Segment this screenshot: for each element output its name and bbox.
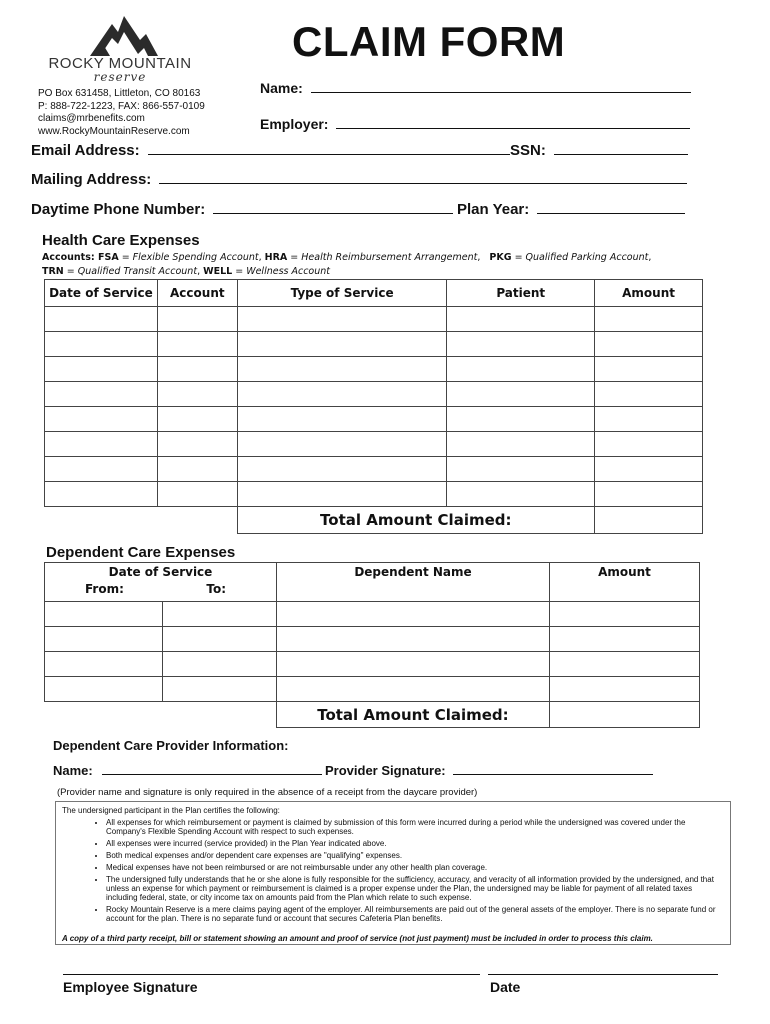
table-cell[interactable] <box>237 457 447 482</box>
health-expense-table <box>44 279 703 507</box>
table-cell[interactable] <box>45 332 158 357</box>
comma: , <box>477 252 490 263</box>
table-row <box>45 357 703 382</box>
table-cell[interactable] <box>595 482 703 507</box>
provider-signature-field[interactable] <box>325 763 653 778</box>
equals: = <box>118 252 133 263</box>
equals: = <box>511 252 526 263</box>
table-cell[interactable] <box>163 602 277 627</box>
table-row <box>45 482 703 507</box>
email-field[interactable] <box>31 142 510 159</box>
table-cell[interactable] <box>157 382 237 407</box>
accounts-legend <box>42 251 651 279</box>
table-cell[interactable] <box>447 307 595 332</box>
table-cell[interactable] <box>447 382 595 407</box>
dependent-section-title: Dependent Care Expenses <box>46 544 236 561</box>
table-cell[interactable] <box>550 627 700 652</box>
list-item: • Rocky Mountain Reserve is a mere claims paying agent of the employer. All reimbursements are paid out of the general assets of the employer. There is no separate fund or account for the plan. There is no separate fund or account that secures Cafeteria Plan benefits. <box>106 905 724 923</box>
well-abbr: WELL <box>203 266 233 277</box>
table-row <box>45 407 703 432</box>
table-cell[interactable] <box>447 482 595 507</box>
receipt-requirement: A copy of a third party receipt, bill or statement showing an amount and proof of service (not just payment) must be included in order to process this claim. <box>62 934 653 943</box>
table-cell[interactable] <box>237 357 447 382</box>
table-row <box>45 602 700 627</box>
dependent-expense-table <box>44 562 700 702</box>
address-line: PO Box 631458, Littleton, CO 80163 <box>38 88 201 99</box>
col-date-of-service: Date of Service <box>45 280 158 307</box>
table-cell[interactable] <box>45 627 163 652</box>
table-cell[interactable] <box>237 307 447 332</box>
ssn-label: SSN: <box>510 142 546 159</box>
accounts-legend-line2 <box>42 265 651 279</box>
comma: , <box>197 266 204 277</box>
name-field[interactable] <box>260 80 691 96</box>
table-cell[interactable] <box>157 432 237 457</box>
equals: = <box>232 266 247 277</box>
table-cell[interactable] <box>237 482 447 507</box>
table-cell[interactable] <box>277 602 550 627</box>
certification-box <box>55 801 731 945</box>
table-header-row <box>45 280 703 307</box>
table-cell[interactable] <box>45 457 158 482</box>
mountain-logo-icon <box>40 10 200 58</box>
col-amount: Amount <box>595 280 703 307</box>
table-row <box>45 307 703 332</box>
phone-label: Daytime Phone Number: <box>31 201 206 218</box>
table-cell[interactable] <box>157 357 237 382</box>
health-spacer <box>44 306 45 307</box>
table-cell[interactable] <box>447 457 595 482</box>
provider-name-line[interactable] <box>102 773 322 775</box>
website-line: www.RockyMountainReserve.com <box>38 125 190 137</box>
list-item: • The undersigned fully understands that he or she alone is fully responsible for the sufficiency, accuracy, and veracity of all information provided by the undersigned, and that unless an expense for which payment or reimbursement is claimed is a proper expense under the Plan, the undersigned may be liable for payment of all related taxes including federal, state, or city income tax on amounts paid from the Plan which relate to such expense. <box>106 875 724 902</box>
table-cell[interactable] <box>45 677 163 702</box>
employer-label: Employer: <box>260 116 329 132</box>
list-item: • Medical expenses have not been reimbursed or are not reimbursable under any other health plan coverage. <box>106 863 724 872</box>
table-cell[interactable] <box>277 677 550 702</box>
trn-desc: Qualified Transit Account <box>77 266 198 277</box>
employer-field[interactable] <box>260 116 690 132</box>
table-cell[interactable] <box>45 382 158 407</box>
table-row <box>45 382 703 407</box>
table-cell[interactable] <box>595 307 703 332</box>
logo-subtitle: reserve <box>93 70 147 84</box>
table-cell[interactable] <box>157 332 237 357</box>
hra-desc: Health Reimbursement Arrangement <box>301 252 478 263</box>
company-address <box>38 88 205 138</box>
table-cell[interactable] <box>45 652 163 677</box>
table-cell[interactable] <box>447 432 595 457</box>
table-cell[interactable] <box>45 602 163 627</box>
equals: = <box>63 266 78 277</box>
table-cell[interactable] <box>447 332 595 357</box>
mailing-address-field[interactable] <box>31 171 687 188</box>
health-total-amount[interactable] <box>594 507 702 534</box>
table-cell[interactable] <box>550 677 700 702</box>
table-cell[interactable] <box>237 432 447 457</box>
table-cell[interactable] <box>163 652 277 677</box>
trn-abbr: TRN <box>42 266 64 277</box>
table-cell[interactable] <box>277 652 550 677</box>
logo-name: ROCKY MOUNTAIN <box>48 55 192 72</box>
table-cell[interactable] <box>277 627 550 652</box>
table-cell[interactable] <box>595 457 703 482</box>
dep-from-label: From: <box>85 582 124 596</box>
logo <box>40 10 200 90</box>
email-line[interactable] <box>148 153 510 155</box>
provider-name-label: Name: <box>53 763 93 778</box>
table-cell[interactable] <box>595 332 703 357</box>
name-line[interactable] <box>311 91 691 93</box>
table-cell[interactable] <box>45 307 158 332</box>
table-cell[interactable] <box>157 307 237 332</box>
col-dep-amount: Amount <box>550 563 700 602</box>
ssn-line[interactable] <box>554 153 688 155</box>
table-cell[interactable] <box>163 627 277 652</box>
table-row <box>45 652 700 677</box>
col-account: Account <box>157 280 237 307</box>
dependent-total-amount[interactable] <box>549 702 699 728</box>
table-cell[interactable] <box>237 332 447 357</box>
comma: , <box>258 252 265 263</box>
plan-year-label: Plan Year: <box>457 201 530 218</box>
dep-to-label: To: <box>206 582 226 596</box>
table-cell[interactable] <box>237 382 447 407</box>
page-title: CLAIM FORM <box>292 18 566 65</box>
phone-field[interactable] <box>31 201 453 218</box>
table-cell[interactable] <box>157 407 237 432</box>
table-row <box>45 457 703 482</box>
accounts-key: Accounts: <box>42 252 98 263</box>
dependent-total-label: Total Amount Claimed: <box>277 702 550 728</box>
plan-year-field[interactable] <box>457 201 685 218</box>
date-line[interactable] <box>488 974 718 975</box>
plan-year-line[interactable] <box>537 212 685 214</box>
well-desc: Wellness Account <box>246 266 331 277</box>
employee-signature-label: Employee Signature <box>63 979 198 995</box>
provider-name-field[interactable] <box>53 763 322 778</box>
table-cell[interactable] <box>595 407 703 432</box>
fsa-abbr: FSA <box>97 252 119 263</box>
table-row <box>45 627 700 652</box>
table-row <box>45 432 703 457</box>
ssn-field[interactable] <box>510 142 688 159</box>
table-cell[interactable] <box>237 407 447 432</box>
provider-signature-line[interactable] <box>453 773 653 775</box>
table-cell[interactable] <box>447 357 595 382</box>
certification-list <box>62 818 724 923</box>
table-cell[interactable] <box>45 357 158 382</box>
table-cell[interactable] <box>595 432 703 457</box>
provider-note: (Provider name and signature is only required in the absence of a receipt from the daycare provider) <box>57 787 478 798</box>
table-cell[interactable] <box>550 602 700 627</box>
col-dep-date <box>45 563 277 602</box>
certification-intro: The undersigned participant in the Plan certifies the following: <box>62 806 280 815</box>
comma: , <box>648 252 652 263</box>
dependent-total-row <box>276 701 700 728</box>
col-dependent-name: Dependent Name <box>277 563 550 602</box>
dep-date-header: Date of Service <box>108 565 213 579</box>
health-rows <box>45 307 703 507</box>
table-cell[interactable] <box>157 482 237 507</box>
table-cell[interactable] <box>157 457 237 482</box>
employee-signature-line[interactable] <box>63 974 480 975</box>
phone-line[interactable] <box>213 212 453 214</box>
equals: = <box>287 252 302 263</box>
email-line: claims@mrbenefits.com <box>38 113 145 124</box>
table-row <box>45 677 700 702</box>
table-cell[interactable] <box>447 407 595 432</box>
health-total-row <box>237 506 703 534</box>
fsa-desc: Flexible Spending Account <box>132 252 259 263</box>
dependent-rows <box>45 602 700 702</box>
list-item: • Both medical expenses and/or dependent care expenses are "qualifying" expenses. <box>106 851 724 860</box>
col-type-of-service: Type of Service <box>237 280 447 307</box>
pkg-abbr: PKG <box>489 252 512 263</box>
phone-line: P: 888-722-1223, FAX: 866-557-0109 <box>38 100 205 112</box>
email-label: Email Address: <box>31 142 140 159</box>
table-cell[interactable] <box>550 652 700 677</box>
list-item: • All expenses were incurred (service provided) in the Plan Year indicated above. <box>106 839 724 848</box>
health-total-label: Total Amount Claimed: <box>238 507 595 534</box>
table-cell[interactable] <box>45 432 158 457</box>
col-patient: Patient <box>447 280 595 307</box>
employer-line[interactable] <box>336 127 690 129</box>
dep-from-to <box>45 579 276 596</box>
accounts-legend-line1 <box>42 251 651 265</box>
name-label: Name: <box>260 80 303 96</box>
provider-section-title: Dependent Care Provider Information: <box>53 738 289 753</box>
pkg-desc: Qualified Parking Account <box>525 252 649 263</box>
provider-signature-label: Provider Signature: <box>325 763 446 778</box>
table-cell[interactable] <box>45 482 158 507</box>
table-cell[interactable] <box>595 382 703 407</box>
table-row <box>45 332 703 357</box>
list-item: • All expenses for which reimbursement or payment is claimed by submission of this form were incurred during a period while the undersigned was covered under the Company's Flexible Spending Account with respect to such expenses. <box>106 818 724 836</box>
mailing-line[interactable] <box>159 182 687 184</box>
table-cell[interactable] <box>45 407 158 432</box>
hra-abbr: HRA <box>264 252 288 263</box>
health-section-title: Health Care Expenses <box>42 232 200 249</box>
table-cell[interactable] <box>595 357 703 382</box>
table-cell[interactable] <box>163 677 277 702</box>
date-label: Date <box>490 979 521 995</box>
dependent-header-row <box>45 563 700 602</box>
mailing-label: Mailing Address: <box>31 171 152 188</box>
